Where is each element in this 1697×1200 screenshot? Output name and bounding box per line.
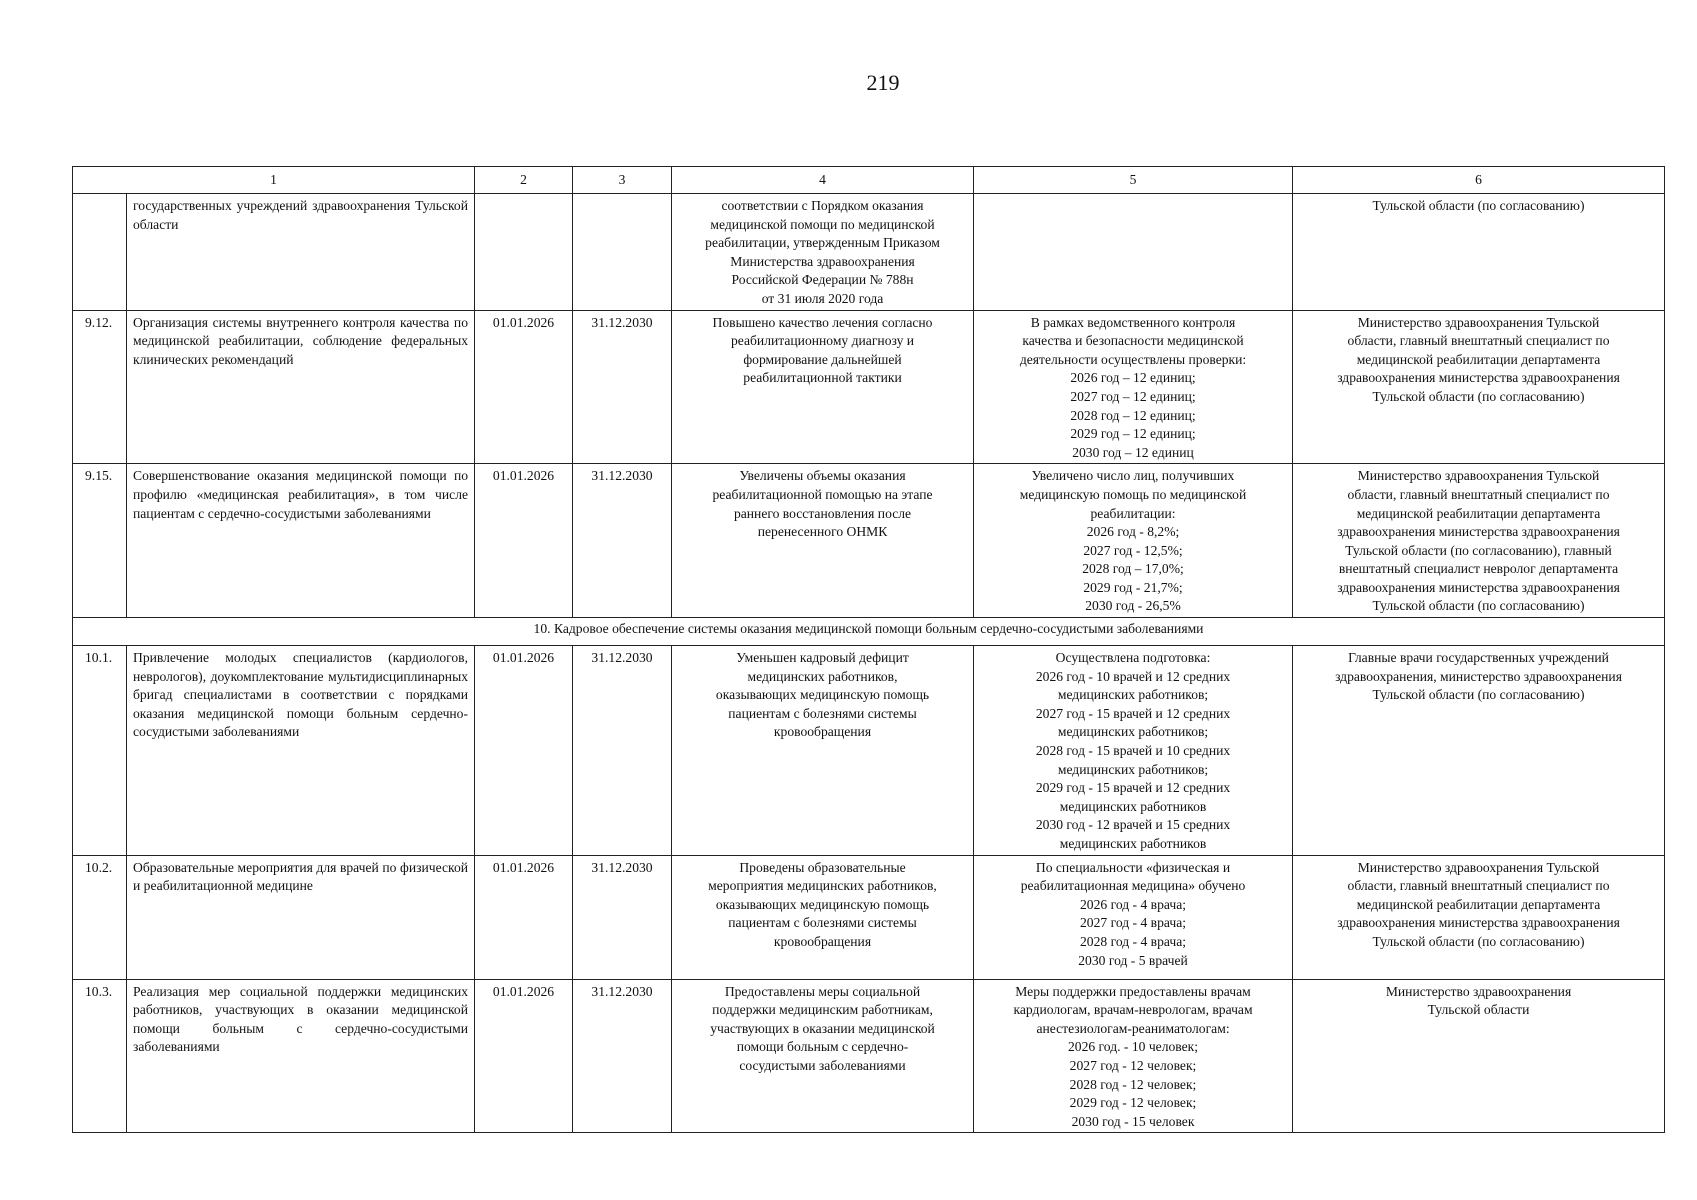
end-date: 31.12.2030 xyxy=(573,979,672,1133)
cell-line: здравоохранения, министерство здравоохранения xyxy=(1335,668,1622,684)
cell-line: 2028 год - 15 врачей и 10 средних xyxy=(1035,743,1231,759)
cell-line: 2029 год - 12 человек; xyxy=(1069,1095,1197,1111)
cell-line: По специальности «физическая и xyxy=(1035,859,1231,875)
cell-line: здравоохранения министерства здравоохранения xyxy=(1337,579,1620,595)
row-number: 10.1. xyxy=(73,646,127,856)
end-date xyxy=(573,194,672,311)
responsible-cell xyxy=(1293,855,1665,979)
cell-line: мероприятия медицинских работников, xyxy=(708,878,937,894)
start-date: 01.01.2026 xyxy=(475,855,573,979)
measure-text: Организация системы внутреннего контроля качества по медицинской реабилитации, соблюдение федеральных клинических рекомендаций xyxy=(127,310,475,464)
measure-text: Реализация мер социальной поддержки медицинских работников, участвующих в оказании медицинской помощи больным с сердечно-сосудистыми заболеваниями xyxy=(127,979,475,1133)
cell-line: Повышено качество лечения согласно xyxy=(712,314,933,330)
start-date: 01.01.2026 xyxy=(475,464,573,618)
table-row xyxy=(73,979,1665,1133)
end-date: 31.12.2030 xyxy=(573,464,672,618)
cell-line: В рамках ведомственного контроля xyxy=(1030,314,1236,330)
cell-line: качества и безопасности медицинской xyxy=(1022,333,1244,349)
cell-line: 2027 год - 12 человек; xyxy=(1069,1057,1197,1073)
cell-line: Осуществлена подготовка: xyxy=(1055,650,1211,666)
cell-line: Министерства здравоохранения xyxy=(730,253,915,269)
measure-text: Совершенствование оказания медицинской помощи по профилю «медицинская реабилитация», в том числе пациентам с сердечно-сосудистыми заболеваниями xyxy=(127,464,475,618)
cell-line: 2028 год – 12 единиц; xyxy=(1070,407,1196,423)
start-date: 01.01.2026 xyxy=(475,979,573,1133)
cell-line: медицинскую помощь по медицинской xyxy=(1019,486,1247,502)
indicator-cell xyxy=(974,464,1293,618)
cell-line: Тульской области xyxy=(1427,1002,1530,1018)
indicator-cell xyxy=(974,646,1293,856)
cell-line: Тульской области (по согласованию) xyxy=(1372,388,1585,404)
cell-line: Тульской области (по согласованию) xyxy=(1372,598,1585,614)
table-header-row xyxy=(73,167,1665,194)
table-row xyxy=(73,310,1665,464)
header-cell: 3 xyxy=(573,167,672,194)
cell-line: реабилитации, утвержденным Приказом xyxy=(705,235,940,251)
cell-line: Проведены образовательные xyxy=(739,859,906,875)
cell-line: медицинских работников; xyxy=(1057,761,1209,777)
cell-line: 2027 год - 12,5%; xyxy=(1083,542,1183,558)
end-date: 31.12.2030 xyxy=(573,646,672,856)
cell-line: Министерство здравоохранения xyxy=(1385,983,1572,999)
cell-line: Предоставлены меры социальной xyxy=(724,983,921,999)
cell-line: Главные врачи государственных учреждений xyxy=(1348,650,1609,666)
cell-line: медицинских работников xyxy=(1059,798,1207,814)
cell-line: 2030 год - 15 человек xyxy=(1071,1113,1195,1129)
cell-line: 2027 год – 12 единиц; xyxy=(1070,388,1196,404)
cell-line: 2026 год - 4 врача; xyxy=(1080,896,1187,912)
responsible-cell xyxy=(1293,979,1665,1133)
start-date xyxy=(475,194,573,311)
cell-line: формирование дальнейшей xyxy=(743,351,902,367)
cell-line: 2028 год - 12 человек; xyxy=(1069,1076,1197,1092)
cell-line: реабилитационной тактики xyxy=(743,370,902,386)
result-cell xyxy=(672,464,974,618)
measure-text: государственных учреждений здравоохранения Тульской области xyxy=(127,194,475,311)
cell-line: Министерство здравоохранения Тульской xyxy=(1357,314,1600,330)
cell-line: Тульской области (по согласованию), главный xyxy=(1345,542,1612,558)
row-number: 10.3. xyxy=(73,979,127,1133)
cell-line: оказывающих медицинскую помощь xyxy=(715,687,930,703)
cell-line: кровообращения xyxy=(773,724,872,740)
cell-line: медицинских работников; xyxy=(1057,687,1209,703)
cell-line: 2028 год – 17,0%; xyxy=(1082,561,1184,577)
cell-line: 2029 год - 15 врачей и 12 средних xyxy=(1035,780,1231,796)
cell-line: Увеличено число лиц, получивших xyxy=(1031,468,1235,484)
cell-line: области, главный внештатный специалист по xyxy=(1347,878,1610,894)
cell-line: кровообращения xyxy=(773,933,872,949)
cell-line: Уменьшен кадровый дефицит xyxy=(736,650,909,666)
cell-line: реабилитационному диагнозу и xyxy=(730,333,915,349)
cell-line: кардиологам, врачам-неврологам, врачам xyxy=(1013,1002,1253,1018)
indicator-cell xyxy=(974,194,1293,311)
cell-line: анестезиологам-реаниматологам: xyxy=(1036,1020,1230,1036)
cell-line: 2029 год - 21,7%; xyxy=(1083,579,1183,595)
header-cell: 5 xyxy=(974,167,1293,194)
table-row xyxy=(73,194,1665,311)
responsible-cell xyxy=(1293,194,1665,311)
cell-line: медицинских работников; xyxy=(1057,724,1209,740)
page-number: 219 xyxy=(866,70,900,95)
cell-line: медицинской реабилитации департамента xyxy=(1356,896,1601,912)
end-date: 31.12.2030 xyxy=(573,855,672,979)
cell-line: внештатный специалист невролог департамента xyxy=(1338,561,1619,577)
table-row xyxy=(73,646,1665,856)
cell-line: Министерство здравоохранения Тульской xyxy=(1357,468,1600,484)
cell-line: раннего восстановления после xyxy=(733,505,912,521)
responsible-cell xyxy=(1293,310,1665,464)
cell-line: реабилитационная медицина» обучено xyxy=(1020,878,1246,894)
cell-line: Российской Федерации № 788н xyxy=(731,272,914,288)
cell-line: сосудистыми заболеваниями xyxy=(739,1057,906,1073)
cell-line: 2029 год – 12 единиц; xyxy=(1070,426,1196,442)
cell-line: 2026 год - 10 врачей и 12 средних xyxy=(1035,668,1231,684)
cell-line: пациентам с болезнями системы xyxy=(728,915,917,931)
cell-line: здравоохранения министерства здравоохранения xyxy=(1337,915,1620,931)
indicator-cell xyxy=(974,979,1293,1133)
start-date: 01.01.2026 xyxy=(475,646,573,856)
cell-line: реабилитационной помощью на этапе xyxy=(712,486,933,502)
cell-line: соответствии с Порядком оказания xyxy=(721,198,924,213)
result-cell xyxy=(672,310,974,464)
cell-line: 2030 год - 12 врачей и 15 средних xyxy=(1035,817,1231,833)
responsible-cell xyxy=(1293,464,1665,618)
section-heading-row xyxy=(73,618,1665,646)
indicator-cell xyxy=(974,855,1293,979)
cell-line: 2028 год - 4 врача; xyxy=(1080,933,1187,949)
header-cell: 6 xyxy=(1293,167,1665,194)
cell-line: 2026 год. - 10 человек; xyxy=(1067,1039,1199,1055)
cell-line: области, главный внештатный специалист по xyxy=(1347,486,1610,502)
measures-table xyxy=(72,166,1665,1133)
cell-line: медицинской реабилитации департамента xyxy=(1356,505,1601,521)
cell-line: медицинской реабилитации департамента xyxy=(1356,351,1601,367)
responsible-cell xyxy=(1293,646,1665,856)
row-number xyxy=(73,194,127,311)
cell-line: 2026 год – 12 единиц; xyxy=(1070,370,1196,386)
cell-line: медицинской помощи по медицинской xyxy=(710,216,935,232)
cell-line: 2030 год – 12 единиц xyxy=(1072,444,1194,460)
cell-line: 2027 год - 4 врача; xyxy=(1080,915,1187,931)
indicator-cell xyxy=(974,310,1293,464)
row-number: 9.12. xyxy=(73,310,127,464)
row-number: 10.2. xyxy=(73,855,127,979)
cell-line: области, главный внештатный специалист по xyxy=(1347,333,1610,349)
cell-line: 2027 год - 15 врачей и 12 средних xyxy=(1035,705,1231,721)
section-title: 10. Кадровое обеспечение системы оказания медицинской помощи больным сердечно-сосудистыми заболеваниями xyxy=(73,618,1665,646)
cell-line: участвующих в оказании медицинской xyxy=(710,1020,935,1036)
cell-line: 2030 год - 5 врачей xyxy=(1078,952,1188,968)
result-cell xyxy=(672,979,974,1133)
cell-line: от 31 июля 2020 года xyxy=(761,290,884,306)
header-cell: 4 xyxy=(672,167,974,194)
cell-line: медицинских работников xyxy=(1059,836,1207,851)
start-date: 01.01.2026 xyxy=(475,310,573,464)
cell-line: Тульской области (по согласованию) xyxy=(1372,198,1585,213)
cell-line: здравоохранения министерства здравоохранения xyxy=(1337,524,1620,540)
row-number: 9.15. xyxy=(73,464,127,618)
table-row xyxy=(73,855,1665,979)
result-cell xyxy=(672,855,974,979)
header-cell: 1 xyxy=(73,167,475,194)
cell-line: Меры поддержки предоставлены врачам xyxy=(1015,983,1251,999)
table-row xyxy=(73,464,1665,618)
cell-line: помощи больным с сердечно- xyxy=(736,1039,909,1055)
cell-line: Тульской области (по согласованию) xyxy=(1372,687,1585,703)
cell-line: оказывающих медицинскую помощь xyxy=(715,896,930,912)
header-cell: 2 xyxy=(475,167,573,194)
measure-text: Привлечение молодых специалистов (кардиологов, неврологов), доукомплектование мультидисциплинарных бригад специалистами в соответствии с порядками оказания медицинской помощи больным сердечно-сосудистыми заболеваниями xyxy=(127,646,475,856)
cell-line: Министерство здравоохранения Тульской xyxy=(1357,859,1600,875)
cell-line: Увеличены объемы оказания xyxy=(739,468,906,484)
cell-line: пациентам с болезнями системы xyxy=(728,705,917,721)
cell-line: 2026 год - 8,2%; xyxy=(1086,524,1180,540)
end-date: 31.12.2030 xyxy=(573,310,672,464)
cell-line: Тульской области (по согласованию) xyxy=(1372,933,1585,949)
result-cell xyxy=(672,646,974,856)
cell-line: поддержки медицинским работникам, xyxy=(712,1002,933,1018)
cell-line: деятельности осуществлены проверки: xyxy=(1019,351,1247,367)
cell-line: 2030 год - 26,5% xyxy=(1085,598,1181,614)
cell-line: медицинских работников, xyxy=(747,668,898,684)
cell-line: реабилитации: xyxy=(1090,505,1176,521)
result-cell xyxy=(672,194,974,311)
measure-text: Образовательные мероприятия для врачей по физической и реабилитационной медицине xyxy=(127,855,475,979)
cell-line: здравоохранения министерства здравоохранения xyxy=(1337,370,1620,386)
cell-line: перенесенного ОНМК xyxy=(757,524,888,540)
